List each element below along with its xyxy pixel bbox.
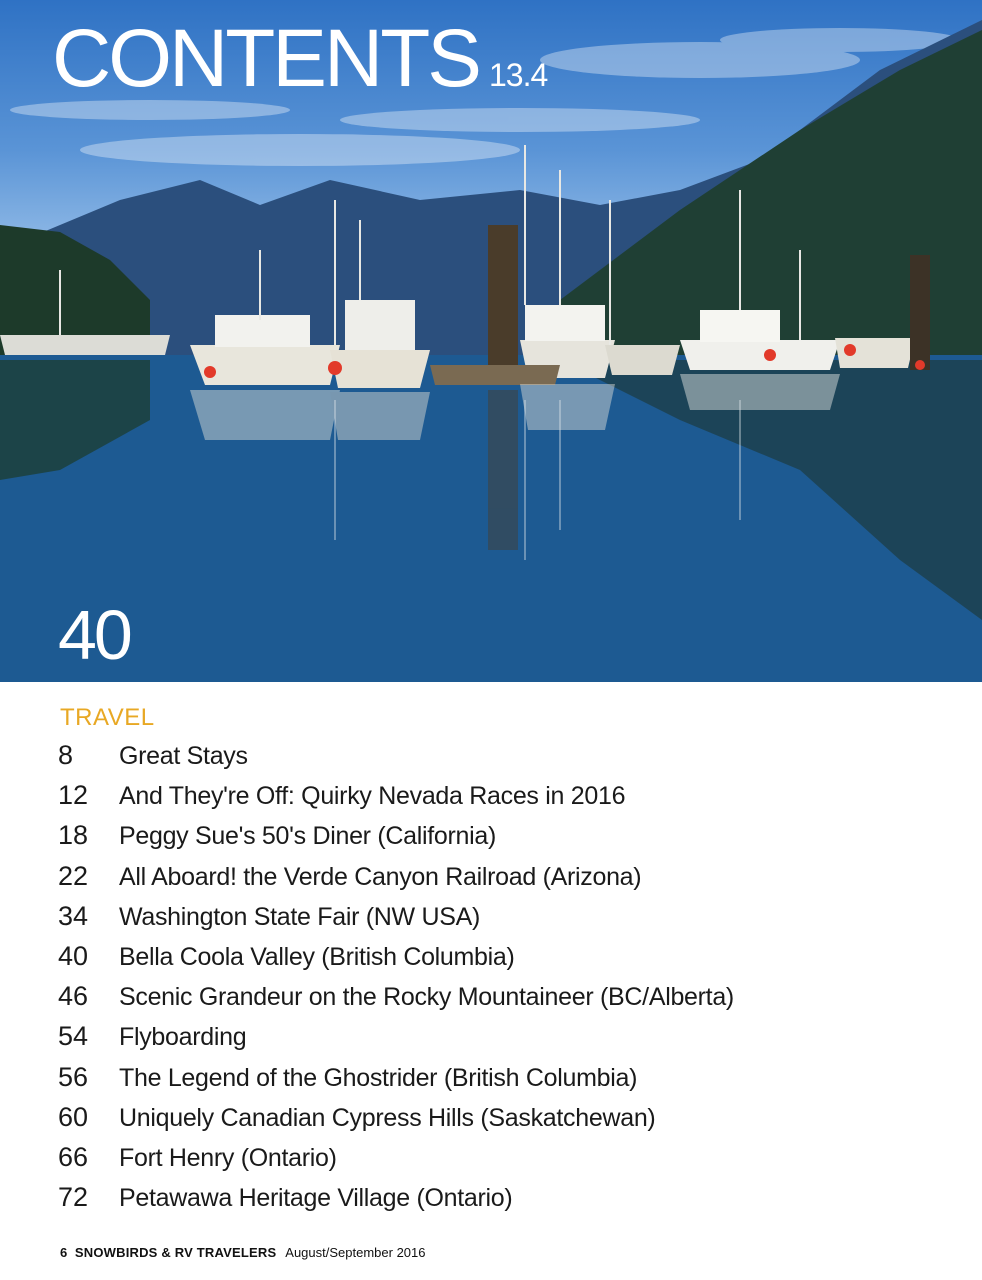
- footer-magazine-name: SNOWBIRDS & RV TRAVELERS: [74, 1245, 277, 1260]
- footer-page-number: 6: [60, 1245, 68, 1260]
- toc-entry[interactable]: [58, 941, 938, 981]
- section-label-travel: TRAVEL: [60, 704, 155, 731]
- toc-page-number: 18: [58, 820, 89, 851]
- toc-entry[interactable]: [58, 820, 938, 860]
- toc-article-title: Washington State Fair (NW USA): [119, 902, 481, 931]
- toc-page-number: 54: [58, 1021, 89, 1052]
- toc-article-title: Scenic Grandeur on the Rocky Mountaineer (BC/Alberta): [119, 983, 734, 1012]
- toc-entry[interactable]: [58, 981, 938, 1021]
- toc-entry[interactable]: [58, 740, 938, 780]
- toc-article-title: And They're Off: Quirky Nevada Races in 2016: [119, 782, 626, 811]
- page-title: CONTENTS: [52, 13, 479, 104]
- toc-page-number: 40: [58, 940, 89, 971]
- contents-heading: [52, 13, 548, 104]
- toc-page-number: 22: [58, 860, 89, 891]
- toc-page-number: 72: [58, 1182, 89, 1213]
- toc-article-title: Fort Henry (Ontario): [119, 1143, 337, 1172]
- toc-page-number: 66: [58, 1141, 89, 1172]
- toc-entry[interactable]: [58, 1102, 938, 1142]
- hero-page-number[interactable]: 40: [58, 596, 130, 674]
- toc-entry[interactable]: [58, 861, 938, 901]
- toc-page-number: 60: [58, 1101, 89, 1132]
- toc-article-title: Great Stays: [119, 742, 248, 770]
- footer-issue-date: August/September 2016: [285, 1245, 426, 1260]
- toc-article-title: All Aboard! the Verde Canyon Railroad (Arizona): [119, 862, 642, 891]
- toc-article-title: The Legend of the Ghostrider (British Columbia): [119, 1063, 638, 1092]
- issue-number: 13.4: [489, 57, 548, 93]
- toc-article-title: Peggy Sue's 50's Diner (California): [119, 822, 497, 851]
- toc-page-number: 56: [58, 1061, 89, 1092]
- toc-article-title: Bella Coola Valley (British Columbia): [119, 942, 515, 971]
- toc-article-title: Flyboarding: [119, 1023, 247, 1052]
- toc-page-number: 46: [58, 981, 89, 1012]
- toc-page-number: 34: [58, 900, 89, 931]
- toc-entry[interactable]: [58, 1142, 938, 1182]
- toc-article-title: Uniquely Canadian Cypress Hills (Saskatchewan): [119, 1103, 656, 1132]
- toc-page-number: 8: [58, 740, 74, 770]
- page-footer: [60, 1245, 426, 1260]
- toc-entry[interactable]: [58, 1062, 938, 1102]
- table-of-contents: [58, 740, 938, 1222]
- toc-page-number: 12: [58, 780, 89, 811]
- toc-entry[interactable]: [58, 1021, 938, 1061]
- toc-article-title: Petawawa Heritage Village (Ontario): [119, 1184, 513, 1213]
- toc-entry[interactable]: [58, 901, 938, 941]
- toc-entry[interactable]: [58, 1182, 938, 1222]
- toc-entry[interactable]: [58, 780, 938, 820]
